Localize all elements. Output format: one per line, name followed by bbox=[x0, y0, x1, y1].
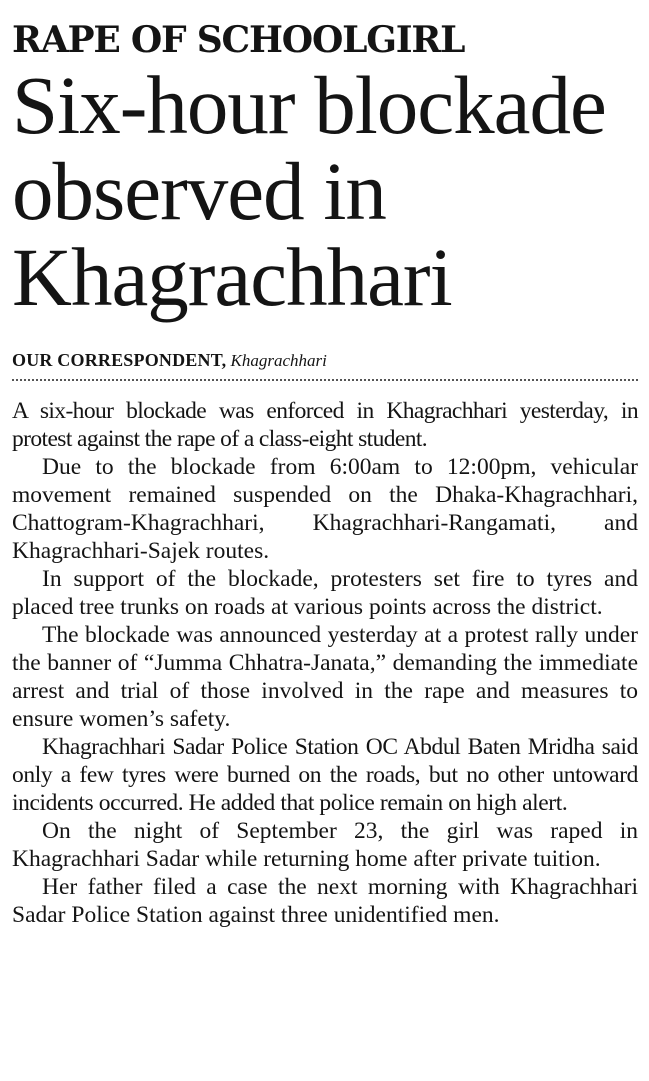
byline-location: Khagrachhari bbox=[230, 351, 327, 370]
news-article bbox=[12, 18, 638, 929]
body-paragraph: In support of the blockade, protesters set fire to tyres and placed tree trunks on roads at various points across the district. bbox=[12, 566, 638, 620]
article-kicker: RAPE OF SCHOOLGIRL bbox=[12, 19, 465, 61]
byline-author: OUR CORRESPONDENT, bbox=[12, 350, 227, 370]
body-paragraph: On the night of September 23, the girl was raped in Khagrachhari Sadar while returning home after private tuition. bbox=[12, 818, 638, 872]
body-paragraph: The blockade was announced yesterday at a protest rally under the banner of “Jumma Chhatra-Janata,” demanding the immediate arrest and trial of those involved in the rape and measures to ensure women’s safety. bbox=[12, 622, 638, 732]
headline-line: Khagrachhari bbox=[12, 231, 452, 323]
article-body bbox=[12, 397, 638, 929]
article-headline bbox=[12, 59, 638, 323]
headline-line: Six-hour blockade bbox=[12, 59, 606, 151]
body-paragraph: Khagrachhari Sadar Police Station OC Abdul Baten Mridha said only a few tyres were burned on the roads, but no other untoward incidents occurred. He added that police remain on high alert. bbox=[12, 734, 638, 816]
dotted-divider bbox=[12, 379, 638, 381]
byline bbox=[12, 349, 638, 372]
headline-line: observed in bbox=[12, 145, 386, 237]
body-paragraph: A six-hour blockade was enforced in Khagrachhari yesterday, in protest against the rape of a class-eight student. bbox=[12, 398, 638, 452]
body-paragraph: Due to the blockade from 6:00am to 12:00pm, vehicular movement remained suspended on the Dhaka-Khagrachhari, Chattogram-Khagrachhari, Khagrachhari-Rangamati, and Khagrachhari-Sajek routes. bbox=[12, 454, 638, 564]
body-paragraph: Her father filed a case the next morning with Khagrachhari Sadar Police Station against three unidentified men. bbox=[12, 874, 638, 928]
